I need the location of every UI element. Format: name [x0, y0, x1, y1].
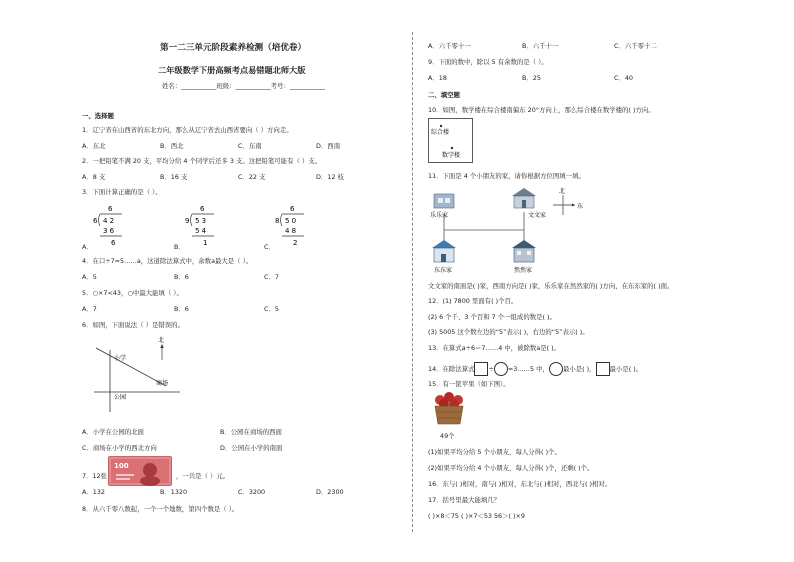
q3-division-a[interactable] — [93, 205, 122, 247]
question-1: 1．辽宁省在山西省的东北方向，那么从辽宁省去山西省要向（ ）方向走。 — [82, 126, 293, 134]
q3b-product: 5 4 — [195, 227, 207, 235]
section-fill: 二、填空题 — [428, 91, 460, 99]
q3b-quotient: 6 — [200, 205, 205, 213]
q1-option-a[interactable]: A．东北 — [82, 142, 106, 150]
q3c-product: 4 8 — [285, 227, 297, 235]
q5-option-a[interactable]: A．7 — [82, 305, 97, 313]
section-choice: 一、选择题 — [82, 112, 114, 120]
q11-houses-map — [428, 184, 618, 276]
q9-option-c[interactable]: C．40 — [614, 74, 633, 82]
question-17: 17．括号里最大能填几？ — [428, 496, 501, 504]
q1-option-b[interactable]: B．西北 — [160, 142, 184, 150]
q3-division-c[interactable] — [275, 205, 304, 247]
question-15: 15．有一筐苹果（如下图）。 — [428, 380, 510, 388]
student-info-fields[interactable]: 姓名：___________班级：___________考号：___________ — [162, 82, 325, 90]
right-column — [424, 0, 754, 562]
q11-house-4 — [512, 240, 536, 274]
q5-option-c[interactable]: C．5 — [264, 305, 279, 313]
q6-direction-map — [94, 334, 194, 416]
q2-option-a[interactable]: A．8 支 — [82, 173, 106, 181]
q3a-quotient: 6 — [108, 205, 113, 213]
q6-option-c[interactable]: C．商场在小学的西北方向 — [82, 444, 157, 452]
column-divider — [412, 32, 413, 532]
q8-option-a[interactable]: A．六千零十一 — [428, 42, 471, 50]
q11-house-3 — [432, 240, 456, 274]
q10-label-a: 综合楼 — [431, 129, 450, 136]
q14-square-box — [474, 362, 488, 376]
q1-option-d[interactable]: D．西南 — [316, 142, 341, 150]
q6-option-d[interactable]: D．公园在小学的南面 — [220, 444, 283, 452]
q3-option-a[interactable]: A． — [82, 243, 93, 251]
q7-banknote-value: 100 — [114, 462, 129, 470]
q7-option-c[interactable]: C．3200 — [238, 488, 266, 496]
q3a-product: 3 6 — [103, 227, 115, 235]
q6-park-label: 公园 — [114, 394, 127, 401]
q3-divisions-figure — [88, 202, 328, 252]
svg-text:然然家: 然然家 — [514, 267, 533, 274]
q3a-dividend: 4 2 — [103, 217, 115, 225]
question-2: 2．一把铅笔不满 20 支，平均分给 4 个同学后还多 3 支。这把铅笔可能有（ ）支。 — [82, 157, 322, 165]
q7-option-a[interactable]: A．132 — [82, 488, 105, 496]
q6-north-arrowhead — [160, 344, 163, 348]
q3-option-c[interactable]: C． — [264, 243, 275, 251]
q10-label-b: 数学楼 — [442, 152, 461, 159]
q2-option-b[interactable]: B．16 支 — [160, 173, 188, 181]
q3b-divisor: 9 — [185, 217, 190, 225]
q7-option-d[interactable]: D．2300 — [316, 488, 344, 496]
q4-option-b[interactable]: B．6 — [174, 273, 189, 281]
question-11: 11．下面是 4 个小朋友的家，请你根据方位图填一填。 — [428, 172, 585, 180]
q3a-divisor: 6 — [93, 217, 98, 225]
question-5: 5．○×7<43，○中最大能填（ ）。 — [82, 289, 183, 297]
q11-north-label: 北 — [559, 188, 566, 195]
question-11-blanks[interactable]: 文文家的南面是( )家，西南方向是( )家，乐乐家在然然家的( )方向，在东东家的( )面。 — [428, 282, 674, 290]
question-16[interactable]: 16．东与( )相对，南与( )相对，东北与( )相对，西北与( )相对。 — [428, 480, 612, 488]
q6-school-label: 小学 — [114, 355, 127, 362]
q7-banknote-image — [108, 456, 172, 486]
q4-option-a[interactable]: A．5 — [82, 273, 97, 281]
q2-option-d[interactable]: D．12 枝 — [316, 173, 344, 181]
q6-north-label: 北 — [158, 337, 165, 344]
svg-text:乐乐家: 乐乐家 — [430, 212, 449, 219]
question-15-2[interactable]: (2)如果平均分给 4 个小朋友，每人分得( )个，还剩( )个。 — [428, 464, 594, 472]
question-12-1[interactable]: 12．(1) 7800 里面有( )个百。 — [428, 297, 518, 305]
q4-option-c[interactable]: C．7 — [264, 273, 279, 281]
q14-circle-box — [494, 362, 508, 376]
q5-option-b[interactable]: B．6 — [174, 305, 189, 313]
q1-option-c[interactable]: C．东南 — [238, 142, 262, 150]
q11-east-label: 东 — [577, 203, 584, 210]
q14-circle-ref — [549, 362, 563, 376]
svg-text:文文家: 文文家 — [528, 212, 547, 219]
question-15-1[interactable]: (1)如果平均分给 5 个小朋友，每人分得( )个。 — [428, 448, 561, 456]
question-17-blanks[interactable]: ( )×8＜75 ( )×7＜53 56＞( )×9 — [428, 512, 525, 520]
q2-option-c[interactable]: C．22 支 — [238, 173, 266, 181]
page-title: 第一二三单元阶段素养检测（培优卷） — [160, 43, 307, 53]
q3c-dividend: 5 0 — [285, 217, 297, 225]
q9-option-a[interactable]: A．18 — [428, 74, 447, 82]
question-3: 3．下面计算正确的是（ ）。 — [82, 188, 162, 196]
q3a-remainder: 6 — [111, 239, 116, 247]
q6-option-b[interactable]: B．公园在商场的西面 — [220, 428, 282, 436]
q9-option-b[interactable]: B．25 — [522, 74, 541, 82]
q8-option-c[interactable]: C．六千零十二 — [614, 42, 657, 50]
question-7: 7．12张 — [82, 472, 107, 480]
q11-house-2 — [512, 188, 546, 219]
question-10[interactable]: 10．如图，数学楼在综合楼南偏东 20°方向上，那么综合楼在数学楼的( )方向。 — [428, 106, 655, 114]
q15-apple-count: 49个 — [440, 432, 455, 440]
q6-mall-label: 商场 — [156, 380, 169, 387]
q3b-dividend: 5 3 — [195, 217, 207, 225]
q8-option-b[interactable]: B．六千十一 — [522, 42, 559, 50]
question-14[interactable]: 14．在除法算式 ÷ =3……5 中， 最小是( )， 最小是( )。 — [428, 362, 642, 376]
q3c-divisor: 8 — [275, 217, 280, 225]
left-column — [78, 0, 396, 562]
q11-house-1 — [430, 194, 454, 219]
q15-apple-basket-image — [432, 390, 466, 430]
q7-option-b[interactable]: B．1320 — [160, 488, 188, 496]
q3-division-b[interactable] — [185, 205, 214, 247]
q3c-remainder: 2 — [293, 239, 298, 247]
question-8: 8．从六千零八数起，一个一个地数，第四个数是（ ）。 — [82, 505, 239, 513]
question-9: 9．下面的数中，除以 5 有余数的是（ ）。 — [428, 58, 548, 66]
question-12-2[interactable]: (2) 6 个千、3 个百和 7 个一组成的数是( )。 — [428, 313, 556, 321]
q3-option-b[interactable]: B． — [174, 243, 185, 251]
question-6: 6．如图，下面说法（ ）是错误的。 — [82, 321, 184, 329]
question-12-3[interactable]: (3) 5005 这个数左边的“5”表示( )，右边的“5”表示( )。 — [428, 328, 589, 336]
question-7-tail: ，一共是（ ）元。 — [176, 472, 230, 480]
q6-option-a[interactable]: A．小学在公园的北面 — [82, 428, 144, 436]
q14-square-ref — [596, 362, 610, 376]
page-subtitle: 二年级数学下册高频考点易错题北师大版 — [158, 65, 306, 75]
q3b-remainder: 1 — [203, 239, 208, 247]
q3c-quotient: 6 — [290, 205, 295, 213]
question-13[interactable]: 13．在算式a÷6＝7……4 中，被除数a是( )。 — [428, 344, 561, 352]
question-4: 4．在口÷7=5……a，这道除法算式中，余数a最大是（ ）。 — [82, 257, 253, 265]
svg-text:东东家: 东东家 — [434, 267, 453, 274]
q10-building-map — [428, 118, 474, 164]
